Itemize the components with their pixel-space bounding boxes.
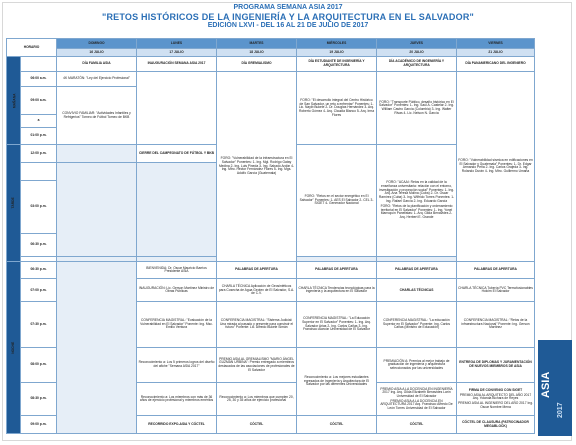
time-blank1 (21, 163, 57, 181)
time-0900pm: 09:00 p.m. (21, 416, 57, 434)
day-miercoles: MIÉRCOLES (297, 39, 377, 49)
cell-dom-convivio: CONVIVIO FAMILIAR: "Actividades Infantiles y Refrigerios" Torneo de Fútbol Torneo de BKB (57, 87, 137, 145)
program-theme: "RETOS HISTÓRICOS DE LA INGENIERÍA Y LA ARQUITECTURA EN EL SALVADOR" (102, 12, 474, 23)
horario-header: HORARIO (7, 39, 57, 57)
cell-mie-foro1: FORO: "El desarrollo integral del Centro Histórico de San Salvador, un reto a enfrentar" Ponentes: 1- Lic. Nayib Bukele 2- Dr. Douglas Hernández 3- Arq. Roberto Gómez 4- Arq. Claudia Blanco 5- Arq. Irma Flores (297, 71, 377, 144)
time-0730: 07:30 p.m. (21, 302, 57, 348)
cell-lun-recon2: Reconocimiento a: Los miembros con más de 36 años de ejercicio profesional y miembros eméritos (137, 383, 217, 416)
cell-mie-palabras: PALABRAS DE APERTURA (297, 261, 377, 279)
jue-premio2-text: PREMIO ASIA A LA DOCENCIA EN INGENIERÍA 2017 Ing. Arq. Gilda Elizabeth Benavides Larín Universidad de El Salvador (380, 386, 453, 399)
time-0300: 03:00 p.m. (21, 180, 57, 233)
cell-vie-premios (457, 383, 535, 416)
jue-foro2-text: FORO: "ACAAI: Retos en la calidad de la enseñanza universitaria: relación con el entorno, investigación y proyección social" Ponentes: 1- Ing. Arq. Ana Teresa Molina (Cuba) 2- Dr. Oscar Ramírez (Cuba) 3- Ing. Wilfrido Torres Ponentes: 1- Ing. Rafael García 2- Ing. Eduardo García (378, 180, 455, 203)
cell-vie-foro: FORO: "Vulnerabilidad sísmica en edificaciones en El Salvador y Guatemala" Ponentes: 1- Dr. Edgar Armando Peña 2- Ing. Carlos Grajeda 3- Ing. Rolando Durán 4- Ing. Mtro. Guillermo Umaña (457, 71, 535, 261)
section-tarde: TARDE (7, 145, 21, 261)
schedule-table (6, 38, 535, 434)
date-lunes: 17 JULIO (137, 49, 217, 57)
day-martes: MARTES (217, 39, 297, 49)
cell-lun-morning (137, 71, 217, 144)
time-0700: 07:00 p.m. (21, 279, 57, 302)
program-header (0, 4, 576, 30)
date-viernes: 21 JULIO (457, 49, 535, 57)
program-edition: EDICIÓN LXVI - DEL 16 AL 21 DE JULIO DE 2017 (207, 22, 369, 30)
cell-jue-palabras: PALABRAS DE APERTURA (377, 261, 457, 279)
cell-vie-charla: CHARLA TÉCNICA Tubería PVC Termofusionables Holcim El Salvador (457, 279, 535, 302)
jue-foro3-text: FORO: "Retos de la planificación y ordenamiento territorial en El Salvador" Ponentes: 1- Ing. Yonel Marroquín Panelistas: 1- Arq. Gilda Benavides 2- Arq. Herbert E. Grande (380, 204, 453, 219)
cell-jue-foro2 (377, 145, 457, 256)
time-0830: 08:30 p.m. (21, 383, 57, 416)
day-lunes: LUNES (137, 39, 217, 49)
time-0630pm-a: 06:30 p.m. (21, 233, 57, 256)
cell-jue-conf: CONFERENCIA MAGISTRAL: "La educación Superior en El Salvador" Ponente: Ing. Carlos Cañas (Ministro de Educación) (377, 302, 457, 348)
theme-domingo: DÍA FAMILIA ASIA (57, 56, 137, 71)
vie-premio-ing-text: PREMIO ASIA AL INGENIERO DEL AÑO 2017 Ing. Oscar Nombre Mena (458, 401, 533, 409)
cell-mar-charla: CHARLA TÉCNICA Aplicación de Geosintéticos para Cosecha de Agua Geotex de El Salvador, S.A. de C.V. (217, 279, 297, 302)
cell-lun-conf: CONFERENCIA MAGISTRAL: "Evaluación de la Vulnerabilidad en El Salvador" Ponente: Ing. Msc. Emilio Ventura (137, 302, 217, 348)
time-0800: 08:00 p.m. (21, 347, 57, 382)
theme-jueves: DÍA ACADÉMICO DE INGENIERÍA Y ARQUITECTURA (377, 56, 457, 71)
time-0630: 06:30 p.m. (21, 261, 57, 279)
asia-2017-logo (538, 340, 572, 436)
cell-mar-conf: CONFERENCIA MAGISTRAL: "Sistema Judicial: Una mirada al pasado y presente para construir el futuro" Ponente: Lic. Alfredo Bukele Simán (217, 302, 297, 348)
cell-mar-premio: PREMIO ASIA AL GREMIALISMO "MARIO ÁNGEL GUZMÁN URBINA": Premio entregado a miembros destacados de las asociaciones de profesionales de El Salvador (217, 347, 297, 382)
date-miercoles: 19 JULIO (297, 49, 377, 57)
jue-premio3-text: PREMIO ASIA A LA DOCENCIA EN ARQUITECTURA 2017 Arq. Francisco Alfredo De León Torres Universidad de El Salvador (380, 398, 453, 410)
vie-premio-arq-text: PREMIO ASIA AL ARQUITECTO DEL AÑO 2017 Arq. Yolanda Bichara de Reyes (459, 392, 532, 401)
cell-mar-palabras: PALABRAS DE APERTURA (217, 261, 297, 279)
day-domingo: DOMINGO (57, 39, 137, 49)
cell-vie-coctel: CÓCTEL DE CLAUSURA (PATROCINADOR MEGABLOCK) (457, 416, 535, 434)
section-noche: NOCHE (7, 261, 21, 433)
section-manana: MAÑANA (7, 56, 21, 145)
cell-dom-night (57, 261, 137, 433)
cell-mar-foro: FORO: "Vulnerabilidad de la infraestructura en El Salvador" Ponentes: 1- Ing. Mgl. Rodrigo Gatay Medina 2- Ing. Luis Pineda 3- Ing. Sabadó Ardón 4- Ing. Mtro. Héctor Fernández Flores 5- Ing. Mgs. Adolfo García (Guatemala) (217, 71, 297, 261)
logo-text: ASIA (540, 371, 552, 398)
date-domingo: 16 JULIO (57, 49, 137, 57)
time-empty (21, 56, 57, 71)
day-viernes: VIERNES (457, 39, 535, 49)
cell-vie-conf: CONFERENCIA MAGISTRAL: "Retos de la infraestructura Nacional" Ponente: Ing. Gerson Martínez (457, 302, 535, 348)
day-jueves: JUEVES (377, 39, 457, 49)
cell-jue-premio: PREMIACIÓN A: Premios al mejor trabajo de graduación de ingeniería y arquitectura seleccionados por las universidades (377, 347, 457, 382)
cell-mie-charla: CHARLA TÉCNICA Tendencias tecnológicas para la ingeniería y la arquitectura en El Salvador (297, 279, 377, 302)
cell-dom-1200 (57, 145, 137, 163)
theme-miercoles: DÍA ESTUDIANTE DE INGENIERÍA Y ARQUITECTURA (297, 56, 377, 71)
date-jueves: 20 JULIO (377, 49, 457, 57)
cell-lun-cierre: CIERRE DEL CAMPEONATO DE FÚTBOL Y BKB (137, 145, 217, 163)
cell-jue-charla: CHARLAS TÉCNICAS (377, 279, 457, 302)
logo-year: 2017 (557, 402, 564, 418)
cell-lun-recorrido: RECORRIDO EXPO-ASIA Y CÓCTEL (137, 416, 217, 434)
cell-mie-recon: Reconocimiento a: Los mejores estudiantes egresados de Ingeniería y Arquitectura de El Salvador por las diferentes Universidades (297, 347, 377, 415)
cell-lun-bienvenida: BIENVENIDA: Dr. Oscar Mauricio Barrios Presidente ASIA (137, 261, 217, 279)
program-title: PROGRAMA SEMANA ASIA 2017 (233, 4, 343, 11)
cell-mie-conf: CONFERENCIA MAGISTRAL: "La Educación Superior en El Salvador" Ponentes: 1- Ing. Arq. Salvador Arias 2- Ing. Carlos Cañas 3- Ing. Francisco Alarcón Universidad de El Salvador (297, 302, 377, 348)
time-0100: 01:00 p.m. (21, 127, 57, 145)
cell-dom-maraton: 4K MARATÓN: "Ley del Ejercicio Profesional" (57, 71, 137, 86)
cell-dom-afternoon (57, 163, 137, 257)
theme-lunes: INAUGURACIÓN SEMANA ASIA 2017 (137, 56, 217, 71)
theme-viernes: DÍA PANAMERICANO DEL INGENIERO (457, 56, 535, 71)
cell-mie-foro2: FORO: "Retos en el sector energético en El Salvador" Ponentes: 1- AES El Salvador 2- CEL 3- SIGET 4- Generador Nacional (297, 145, 377, 256)
time-1200: 12:00 p.m. (21, 145, 57, 163)
vie-firma-text: FIRMA DE CONVENIO CON SIGET (468, 388, 523, 393)
cell-mar-recon: Reconocimiento a: Los miembros que cumplen 20, 25, 30 y 35 años de ejercicio profesional (217, 383, 297, 416)
cell-jue-premios (377, 383, 457, 416)
time-0600: 06:00 a.m. (21, 71, 57, 86)
cell-vie-entrega: ENTREGA DE DIPLOMAS Y JURAMENTACIÓN DE NUEVOS MIEMBROS DE ASIA (457, 347, 535, 382)
cell-lun-inaug: INAUGURACIÓN: Lic. Gerson Martínez Ministro de Obras Públicas (137, 279, 217, 302)
date-martes: 18 JULIO (217, 49, 297, 57)
cell-jue-foro1: FORO: "Transporte Público, desafío histórico en El Salvador" Ponentes: 1- Ing. Saúl A. Castelar 2- Ing. William Castro García (Colombia) 3- Ing. Walter Rivas 4- Lic. Nelson N. García (377, 71, 457, 144)
cell-vie-palabras: PALABRAS DE APERTURA (457, 261, 535, 279)
cell-lun-afternoon (137, 163, 217, 257)
cell-mar-coctel: CÓCTEL (217, 416, 297, 434)
cell-mie-coctel: CÓCTEL (297, 416, 377, 434)
time-0900: 09:00 a.m. (21, 87, 57, 115)
time-a: a (21, 114, 57, 127)
cell-lun-recon: Reconocimiento a: Los 5 primeros logros del diseño del afiche "Semana ASIA 2017" (137, 347, 217, 382)
theme-martes: DÍA GREMIALISMO (217, 56, 297, 71)
cell-jue-coctel: CÓCTEL (377, 416, 457, 434)
